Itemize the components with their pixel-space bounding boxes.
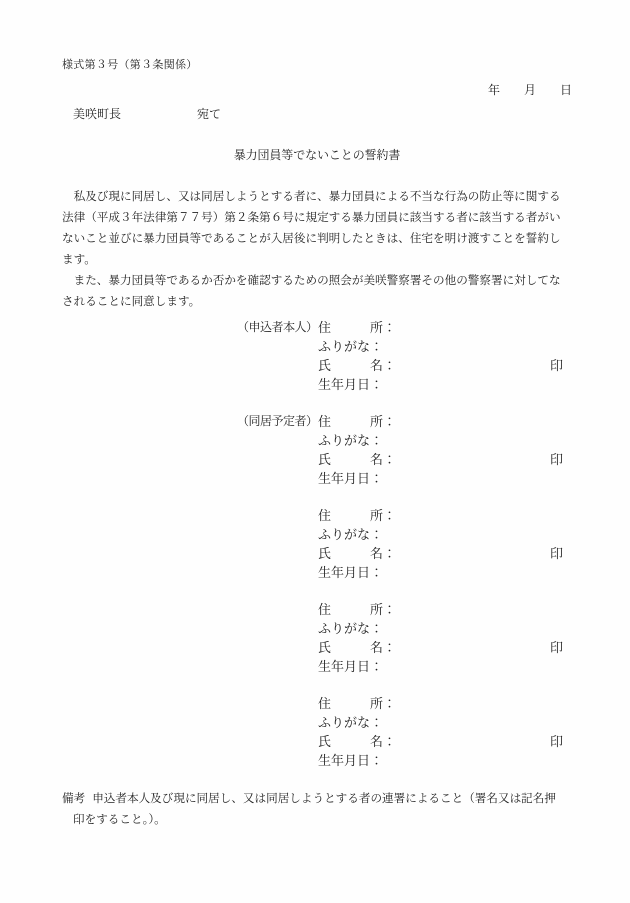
signer-block-rows xyxy=(318,600,572,676)
signer-block xyxy=(237,600,572,676)
body-line: ます。 xyxy=(62,253,96,266)
form-field-row xyxy=(318,525,572,544)
field-label: 生年月日： xyxy=(318,471,384,486)
form-field-row xyxy=(318,337,572,356)
form-number: 様式第３号（第３条関係） xyxy=(62,59,198,71)
field-label: 住 所： xyxy=(318,508,397,523)
seal-mark: 印 xyxy=(550,734,564,749)
body-line: 私及び現に同居し、又は同居しようとする者に、暴力団員による不当な行為の防止等に関する xyxy=(62,190,561,203)
field-label: 氏 名： xyxy=(318,546,397,561)
form-field-row xyxy=(318,563,572,582)
signer-block-rows xyxy=(318,694,572,770)
form-field-row xyxy=(318,375,572,394)
addressee-suffix: 宛て xyxy=(197,107,222,121)
signer-block xyxy=(237,412,572,488)
form-field-row xyxy=(318,469,572,488)
signer-block xyxy=(237,694,572,770)
body-line: また、暴力団員等であるか否かを確認するための照会が美咲警察署その他の警察署に対してな xyxy=(62,274,561,287)
field-label: 氏 名： xyxy=(318,358,397,373)
form-field-row xyxy=(318,694,572,713)
field-label: 生年月日： xyxy=(318,377,384,392)
remarks-heading: 備考 xyxy=(62,792,86,805)
remarks-text: 申込者本人及び現に同居し、又は同居しようとする者の連署によること（署名又は記名押 xyxy=(92,792,556,805)
field-label: ふりがな： xyxy=(318,339,384,354)
form-field-row xyxy=(318,751,572,770)
signer-block-rows xyxy=(318,506,572,582)
form-field-row xyxy=(318,619,572,638)
field-label: 住 所： xyxy=(318,320,397,335)
field-label: 氏 名： xyxy=(318,452,397,467)
form-blocks xyxy=(237,318,572,770)
signer-block-rows xyxy=(318,318,572,394)
remarks-line xyxy=(62,788,572,809)
form-field-row xyxy=(318,412,572,431)
form-field-row xyxy=(318,638,572,657)
field-label: ふりがな： xyxy=(318,621,384,636)
form-field-row xyxy=(318,318,572,337)
field-label: ふりがな： xyxy=(318,527,384,542)
signer-block xyxy=(237,318,572,394)
seal-mark: 印 xyxy=(550,640,564,655)
remarks-note xyxy=(62,788,572,830)
form-field-row xyxy=(318,506,572,525)
page-title: 暴力団員等でないことの誓約書 xyxy=(233,148,401,162)
field-label: ふりがな： xyxy=(318,715,384,730)
form-field-row xyxy=(318,356,572,375)
field-label: 氏 名： xyxy=(318,640,397,655)
body-line: 法律（平成３年法律第７７号）第２条第６号に規定する暴力団員に該当する者に該当する者がい xyxy=(62,211,561,224)
remarks-line-continued: 印をすること。）。 xyxy=(73,813,166,826)
body-line: ないこと並びに暴力団員等であることが入居後に判明したときは、住宅を明け渡すことを誓約し xyxy=(62,232,561,245)
field-label: 生年月日： xyxy=(318,659,384,674)
field-label: ふりがな： xyxy=(318,433,384,448)
field-label: 生年月日： xyxy=(318,565,384,580)
date-line: 年 月 日 xyxy=(487,83,572,97)
seal-mark: 印 xyxy=(550,452,564,467)
signer-block xyxy=(237,506,572,582)
form-field-row xyxy=(318,713,572,732)
form-field-row xyxy=(318,450,572,469)
field-label: 住 所： xyxy=(318,696,397,711)
seal-mark: 印 xyxy=(550,546,564,561)
signer-block-label: （申込者本人） xyxy=(237,320,318,334)
body-text xyxy=(62,186,572,312)
form-field-row xyxy=(318,657,572,676)
form-field-row xyxy=(318,732,572,751)
form-field-row xyxy=(318,600,572,619)
seal-mark: 印 xyxy=(550,358,564,373)
signer-block-rows xyxy=(318,412,572,488)
field-label: 住 所： xyxy=(318,602,397,617)
field-label: 住 所： xyxy=(318,414,397,429)
addressee-line xyxy=(62,107,572,122)
signer-block-label: （同居予定者） xyxy=(237,414,318,428)
field-label: 氏 名： xyxy=(318,734,397,749)
form-field-row xyxy=(318,544,572,563)
addressee-name: 美咲町長 xyxy=(73,107,122,121)
field-label: 生年月日： xyxy=(318,753,384,768)
form-field-row xyxy=(318,431,572,450)
body-line: されることに同意します。 xyxy=(62,295,201,308)
